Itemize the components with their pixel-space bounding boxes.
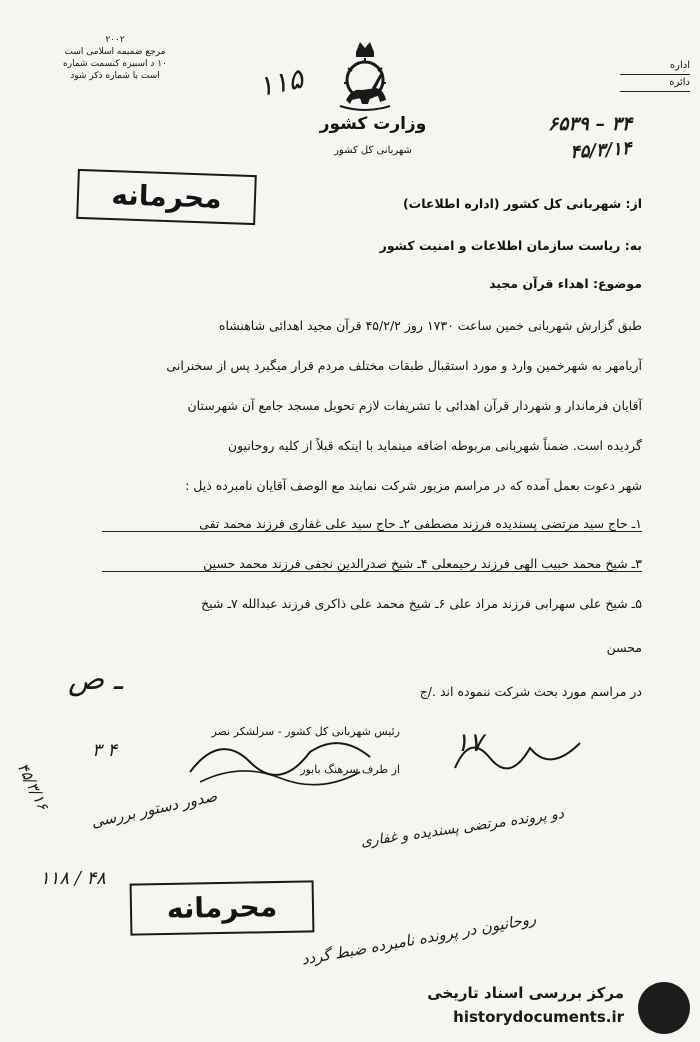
paragraph-line: آریامهر به شهرخمین وارد و مورد استقبال طبقات مختلف مردم قرار میگیرد پس از سخنرانی [166,358,642,373]
paragraph-line: شهر دعوت بعمل آمده که در مراسم مزبور شرکت نمایند مع الوصف آقایان نامبرده ذیل : [185,478,642,493]
signature-scribble [450,728,590,788]
letterhead-line: مرجع ضمیمه اسلامی است [64,47,166,57]
handwritten-note: دو پرونده مرتضی پسندیده و غفاری [359,805,565,851]
letterhead-line: است با شماره ذکر شود [70,71,160,81]
handwritten-note: ۳ ۴ [92,740,118,761]
archive-logo-icon [638,982,690,1034]
handwritten-note: ۱۱۸ / ۴۸ [40,868,106,889]
meta-label: اداره [620,58,690,75]
from-line: از: شهربانی کل کشور (اداره اطلاعات) [402,196,642,211]
handwritten-note: ۴۵/۳/۱۶ [13,760,53,814]
meta-fields [600,58,690,92]
handwritten-note: ـ ص [68,662,123,697]
paragraph-line: گردیده است. ضمناً شهربانی مربوطه اضافه مینماید با اینکه قبلاً از کلیه روحانیون [227,438,642,453]
paragraph-line: طبق گزارش شهربانی خمین ساعت ۱۷۳۰ روز ۴۵/۲/۲ قرآن مجید اهدائی شاهنشاه [218,318,642,333]
meta-label: دائره [620,75,690,92]
signature-scribble [180,712,380,792]
lion-and-sun-emblem-icon [332,38,398,114]
confidential-stamp: محرمانه [76,169,257,225]
signature-title: رئیس شهربانی کل کشور - سرلشکر نصر [211,725,400,738]
reference-date: ۴۵/۳/۱۴ [569,137,633,164]
handwritten-note: صدور دستور بررسی [89,786,219,832]
list-item: ۳ـ شیخ محمد حبیب الهی فرزند رحیمعلی ۴ـ شیخ صدرالدین نجفی فرزند محمد حسین [102,556,642,572]
watermark-url: historydocuments.ir [453,1008,624,1026]
handwritten-note: روحانیون در پرونده نامبرده ضبط گردد [300,909,538,969]
handwritten-folio-number: ۱۱۵ [255,61,307,104]
list-item: محسن [606,640,642,655]
list-item: ۵ـ شیخ علی سهرابی فرزند مراد علی ۶ـ شیخ محمد علی ذاکری فرزند عبدالله ۷ـ شیخ [201,596,642,611]
office-subtitle: شهربانی کل کشور [334,145,412,156]
paragraph-line: آقایان فرماندار و شهردار قرآن اهدائی با تشریفات لازم تحویل مسجد جامع آن شهرستان [187,398,642,413]
ministry-title: وزارت کشور [319,114,427,134]
confidential-stamp: محرمانه [130,880,315,935]
signature-by: از طرف سرهنگ بابور [300,763,400,776]
letterhead-line: ۱۰ د اسبیزه کنسمت شماره [63,59,167,69]
to-line: به: ریاست سازمان اطلاعات و امنیت کشور [379,238,642,253]
reference-number: ۶۵۳۹ – ۳۴ [548,113,632,135]
letterhead-left-block [30,34,200,82]
archive-watermark [418,980,694,1036]
closing-line: در مراسم مورد بحث شرکت ننموده اند ./ج [419,684,642,699]
subject-line: موضوع: اهداء قرآن مجید [489,276,642,291]
handwritten-note: ۱۷ [455,728,483,758]
list-item: ۱ـ حاج سید مرتضی پسندیده فرزند مصطفی ۲ـ حاج سید علی غفاری فرزند محمد تقی [102,516,642,532]
watermark-persian: مرکز بررسی اسناد تاریخی [427,984,624,1002]
letterhead-line: ۲۰۰۲ [105,35,125,45]
